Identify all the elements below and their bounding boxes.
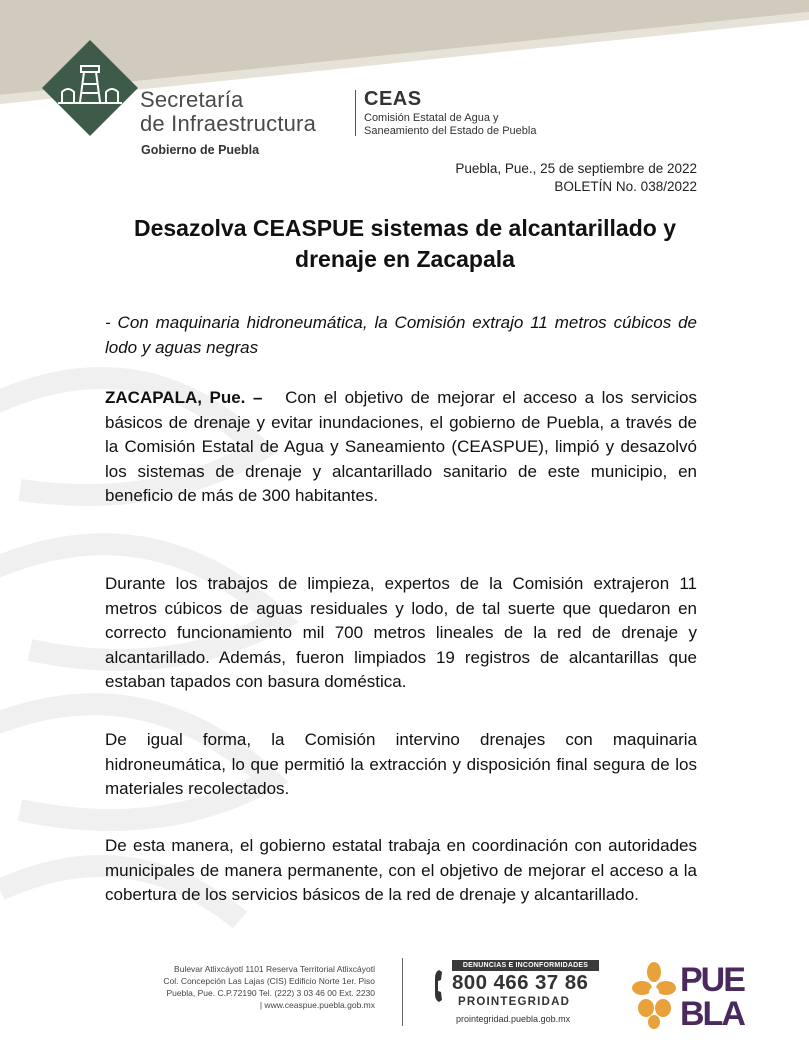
government-label: Gobierno de Puebla xyxy=(141,143,260,157)
secretaria-line1: Secretaría xyxy=(140,87,244,112)
tower-logo-icon xyxy=(42,40,138,136)
footer-divider xyxy=(402,958,403,1026)
footer-address xyxy=(100,963,375,1011)
prointegridad-label: PROINTEGRIDAD xyxy=(458,996,571,1008)
dateline xyxy=(455,160,697,196)
svg-text:PUE: PUE xyxy=(680,961,744,999)
agency-full-name xyxy=(364,112,564,138)
address-line2: Col. Concepción Las Lajas (CIS) Edificio Norte 1er. Piso xyxy=(163,976,375,986)
dateline-lead: ZACAPALA, Pue. – xyxy=(105,388,263,407)
address-line1: Bulevar Atlixcáyotl 1101 Reserva Territorial Atlixcáyotl xyxy=(174,964,375,974)
secretaria-line2: de Infraestructura xyxy=(140,111,317,136)
bulletin-number: BOLETÍN No. 038/2022 xyxy=(554,179,697,194)
paragraph-1 xyxy=(105,386,697,509)
subheadline: - Con maquinaria hidroneumática, la Comisión extrajo 11 metros cúbicos de lodo y aguas negras xyxy=(105,313,697,357)
website-link[interactable]: | www.ceaspue.puebla.gob.mx xyxy=(259,1000,375,1010)
headline: Desazolva CEASPUE sistemas de alcantarillado y drenaje en Zacapala xyxy=(133,215,677,272)
agency-full-line2: Saneamiento del Estado de Puebla xyxy=(364,125,537,137)
secretaria-name xyxy=(140,88,355,136)
paragraph-4: De esta manera, el gobierno estatal trabaja en coordinación con autoridades municipales de manera permanente, con el objetivo de mejorar el acceso a la cobertura de los servicios básicos de la red de drenaje y alcantarillado. xyxy=(105,836,697,904)
paragraph-2: Durante los trabajos de limpieza, expertos de la Comisión extrajeron 11 metros cúbicos de aguas residuales y lodo, de tal suerte que quedaron en correcto funcionamiento mil 700 metros lineales de la red de drenaje y alcantarillado. Además, fueron limpiados 19 registros de alcantarillas que estaban tapados con basura doméstica. xyxy=(105,574,697,691)
header-divider xyxy=(355,90,356,136)
phone-icon xyxy=(433,968,451,1004)
paragraph-3: De igual forma, la Comisión intervino drenajes con maquinaria hidroneumática, lo que permitió la extracción y disposición final segura de los materiales recolectados. xyxy=(105,730,697,798)
place-date: Puebla, Pue., 25 de septiembre de 2022 xyxy=(455,161,697,176)
agency-short-name: CEAS xyxy=(364,88,422,110)
prointegridad-url[interactable]: prointegridad.puebla.gob.mx xyxy=(456,1014,571,1024)
complaints-label: DENUNCIAS E INCONFORMIDADES xyxy=(452,960,599,971)
puebla-flower-icon xyxy=(632,958,752,1030)
hotline-number[interactable]: 800 466 37 86 xyxy=(452,971,589,994)
svg-text:BLA: BLA xyxy=(680,995,744,1030)
agency-full-line1: Comisión Estatal de Agua y xyxy=(364,112,499,124)
address-line3: Puebla, Pue. C.P.72190 Tel. (222) 3 03 46 00 Ext. 2230 xyxy=(166,988,375,998)
paragraph-1-text: Con el objetivo de mejorar el acceso a los servicios básicos de drenaje y evitar inundaciones, el gobierno de Puebla, a través de la Comisión Estatal de Agua y Saneamiento (CEASPUE), limpió y desazolvó los sistemas de drenaje y alcantarillado sanitario de este municipio, en beneficio de más de 300 habitantes. xyxy=(105,388,697,505)
